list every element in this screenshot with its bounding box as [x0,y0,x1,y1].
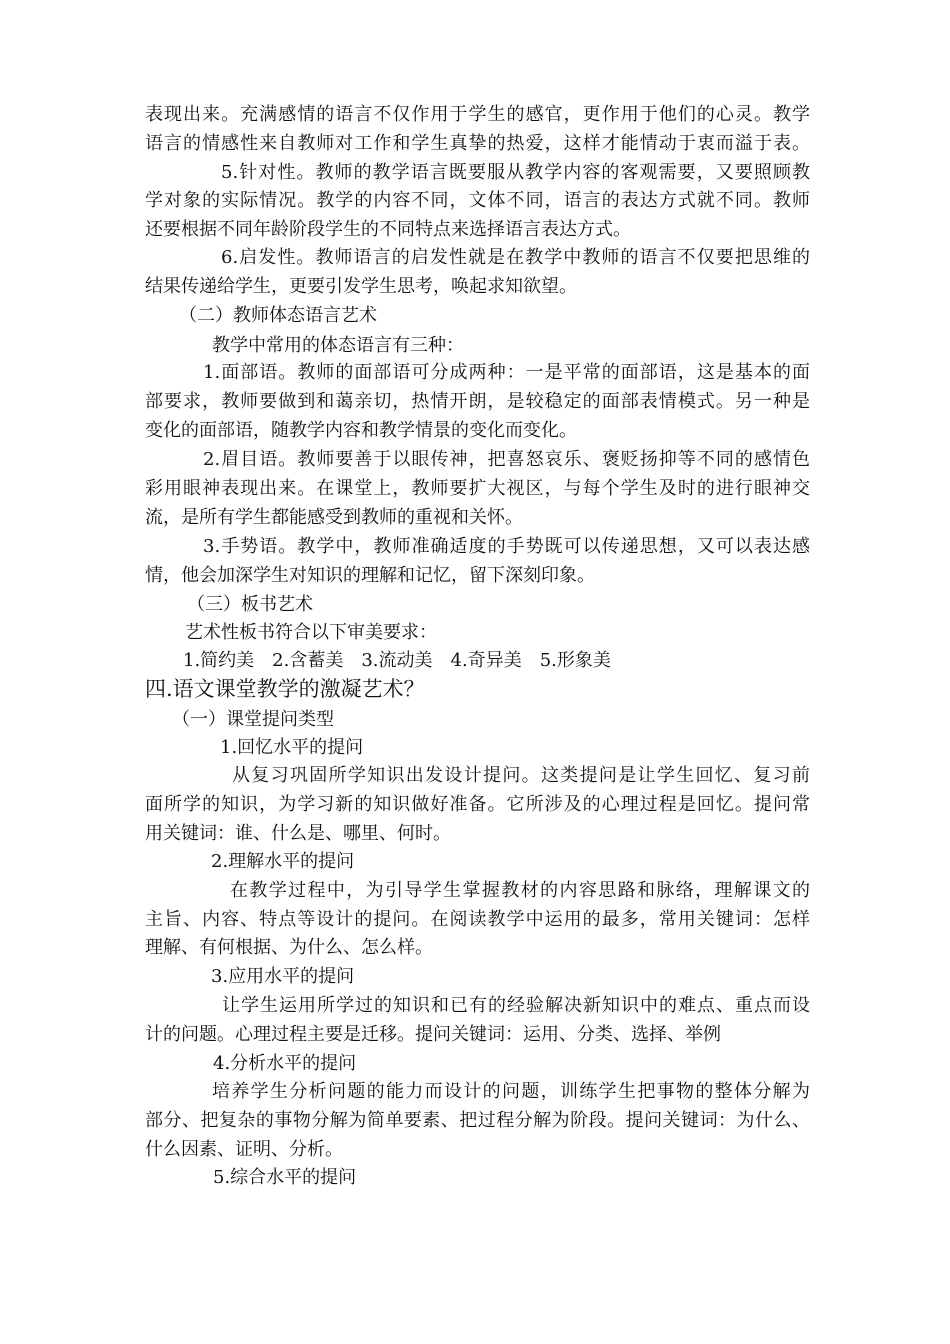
text-line: 用关键词：谁、什么是、哪里、何时。 [145,823,451,844]
text-line: 培养学生分析问题的能力而设计的问题，训练学生把事物的整体分解为 [212,1081,810,1102]
text-line: 还要根据不同年龄阶段学生的不同特点来选择语言表达方式。 [145,219,631,240]
text-line: 3.手势语。教学中，教师准确适度的手势既可以传递思想，又可以表达感 [203,536,810,557]
text-line: 情，他会加深学生对知识的理解和记忆，留下深刻印象。 [145,565,595,586]
subsection-heading: 1.回忆水平的提问 [220,737,364,758]
text-line: 什么因素、证明、分析。 [145,1139,343,1160]
text-line: 艺术性板书符合以下审美要求： [185,622,437,643]
text-line: 1.面部语。教师的面部语可分成两种：一是平常的面部语，这是基本的面 [203,362,810,383]
section-heading: （二）教师体态语言艺术 [179,305,377,326]
text-line: 2.眉目语。教师要善于以眼传神，把喜怒哀乐、褒贬扬抑等不同的感情色 [203,449,810,470]
text-line: 部要求，教师要做到和蔼亲切，热情开朗，是较稳定的面部表情模式。另一种是 [145,391,810,412]
text-line: 流，是所有学生都能感受到教师的重视和关怀。 [145,507,523,528]
text-line: 在教学过程中，为引导学生掌握教材的内容思路和脉络，理解课文的 [230,880,810,901]
subsection-heading: 5.综合水平的提问 [213,1167,357,1188]
text-line: 语言的情感性来自教师对工作和学生真挚的热爱，这样才能情动于衷而溢于表。 [145,133,810,154]
text-line: 表现出来。充满感情的语言不仅作用于学生的感官，更作用于他们的心灵。教学 [145,104,810,125]
text-line: 学对象的实际情况。教学的内容不同，文体不同，语言的表达方式就不同。教师 [145,190,810,211]
subsection-heading: 3.应用水平的提问 [211,966,355,987]
text-line: 变化的面部语，随教学内容和教学情景的变化而变化。 [145,420,577,441]
text-line: 主旨、内容、特点等设计的提问。在阅读教学中运用的最多，常用关键词：怎样 [145,909,810,930]
text-line: 5.针对性。教师的教学语言既要服从教学内容的客观需要，又要照顾教 [221,162,810,183]
subsection-heading: 4.分析水平的提问 [213,1053,357,1074]
text-line: 计的问题。心理过程主要是迁移。提问关键词：运用、分类、选择、举例 [145,1024,721,1045]
text-line: 部分、把复杂的事物分解为简单要素、把过程分解为阶段。提问关键词：为什么、 [145,1110,810,1131]
text-line: 面所学的知识，为学习新的知识做好准备。它所涉及的心理过程是回忆。提问常 [145,794,810,815]
text-line: 让学生运用所学过的知识和已有的经验解决新知识中的难点、重点而设 [222,995,810,1016]
chapter-heading: 四.语文课堂教学的激凝艺术？ [145,677,425,701]
section-heading: （三）板书艺术 [187,594,313,615]
text-line: 从复习巩固所学知识出发设计提问。这类提问是让学生回忆、复习前 [232,765,810,786]
text-line: 彩用眼神表现出来。在课堂上，教师要扩大视区，与每个学生及时的进行眼神交 [145,478,810,499]
text-line: 结果传递给学生，更要引发学生思考，唤起求知欲望。 [145,276,577,297]
subsection-heading: 2.理解水平的提问 [211,851,355,872]
text-line: 1.简约美 2.含蓄美 3.流动美 4.奇异美 5.形象美 [183,650,611,671]
section-heading: （一）课堂提问类型 [172,709,334,730]
text-line: 理解、有何根据、为什么、怎么样。 [145,937,433,958]
text-line: 教学中常用的体态语言有三种： [212,335,464,356]
text-line: 6.启发性。教师语言的启发性就是在教学中教师的语言不仅要把思维的 [221,247,810,268]
